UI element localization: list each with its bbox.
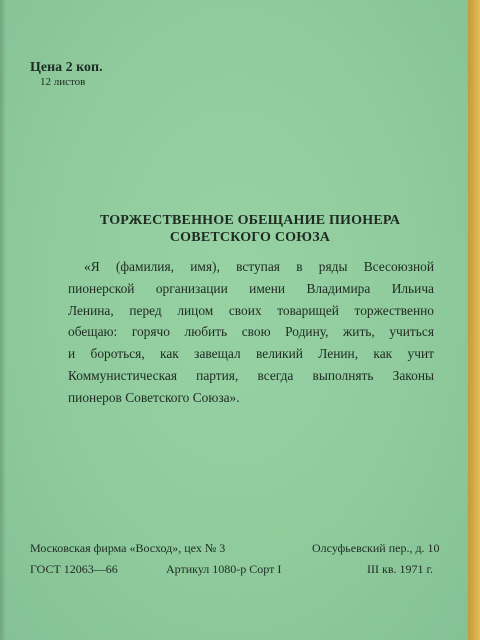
oath-title <box>60 212 440 246</box>
oath-line: пионеров Советского Союза». <box>68 389 240 405</box>
price-label: Цена 2 коп. <box>30 60 103 75</box>
oath-line: обещаю: горячо любить свою Родину, жить, учиться <box>68 324 434 340</box>
article-grade-label: Артикул 1080-р Сорт I <box>166 562 282 576</box>
oath-line: Ленина, перед лицом своих товарищей торжественно <box>68 302 434 318</box>
oath-line: «Я (фамилия, имя), вступая в ряды Всесоюзной <box>84 259 434 274</box>
oath-line: и бороться, как завещал великий Ленин, как учит <box>68 346 434 362</box>
manufacturer-label: Московская фирма «Восход», цех № 3 <box>30 541 226 555</box>
oath-text <box>68 256 434 409</box>
oath-title-line-2: СОВЕТСКОГО СОЮЗА <box>169 230 331 245</box>
sheet-count-label: 12 листов <box>40 76 86 88</box>
oath-line: Коммунистическая партия, всегда выполнять Законы <box>68 367 434 383</box>
print-quarter-label: III кв. 1971 г. <box>367 562 434 576</box>
oath-line: пионерской организации имени Владимира Ильича <box>68 280 434 296</box>
gost-label: ГОСТ 12063—66 <box>30 562 118 576</box>
oath-title-line-1: ТОРЖЕСТВЕННОЕ ОБЕЩАНИЕ ПИОНЕРА <box>99 213 401 228</box>
background-edge <box>468 0 480 640</box>
paper-edge-shadow <box>0 0 6 640</box>
address-label: Олсуфьевский пер., д. 10 <box>312 541 440 555</box>
